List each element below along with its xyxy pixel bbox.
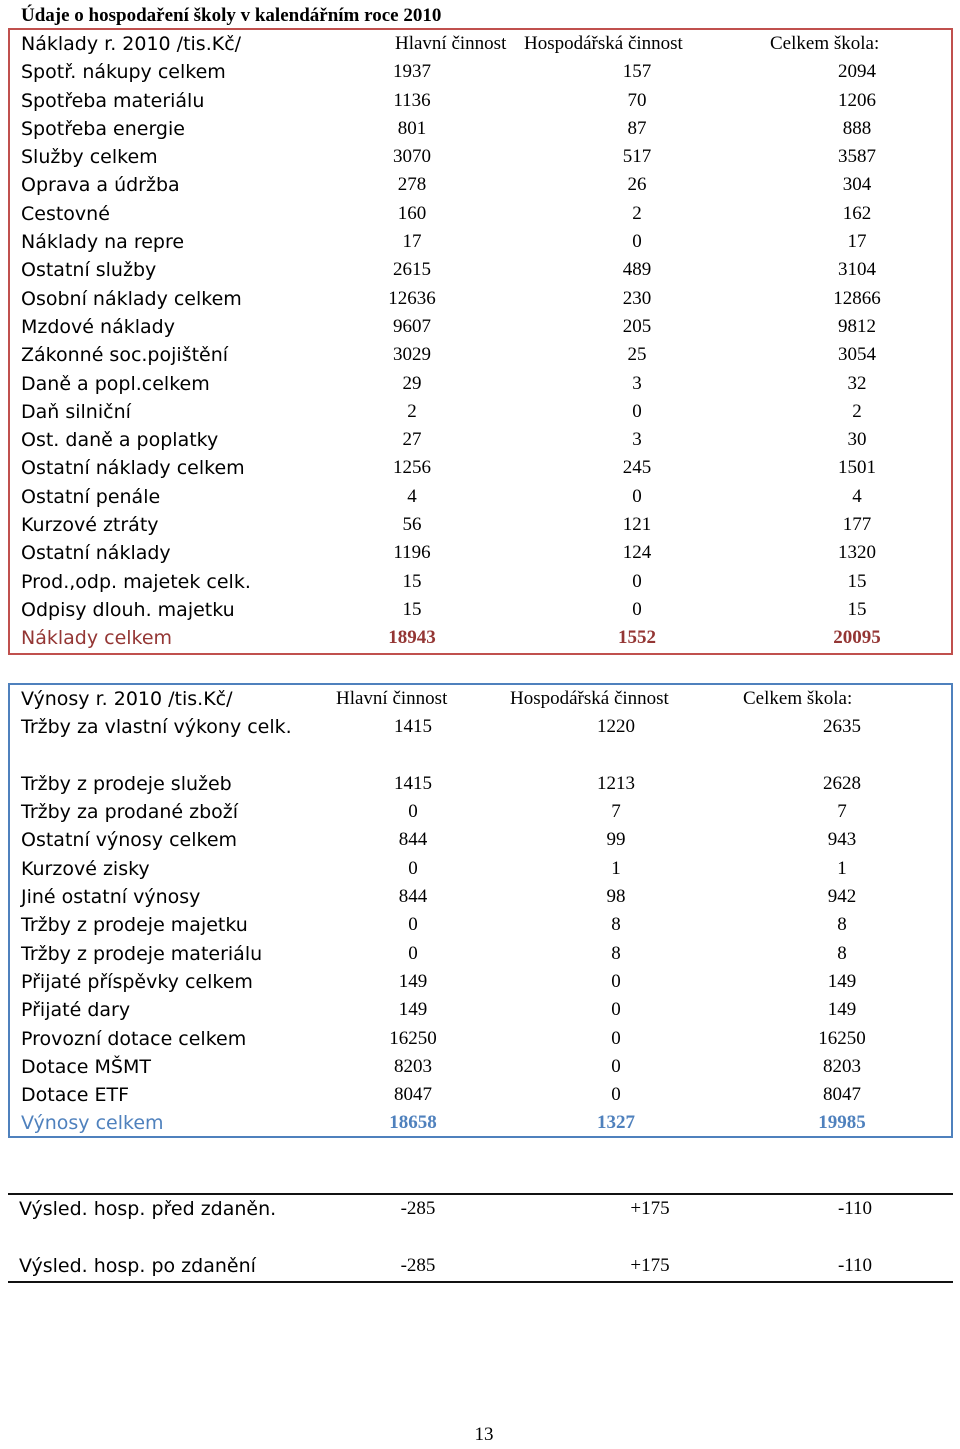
costs-row-total: 9812 bbox=[838, 315, 876, 337]
revenues-header-business: Hospodářská činnost bbox=[510, 688, 669, 709]
revenues-row-total: 7 bbox=[837, 801, 847, 823]
revenues-row-main: 8047 bbox=[394, 1084, 432, 1106]
costs-row bbox=[10, 511, 951, 539]
costs-total-total: 20095 bbox=[833, 627, 881, 649]
costs-row-main: 1256 bbox=[393, 457, 431, 479]
result-row-main: -285 bbox=[400, 1198, 436, 1219]
revenues-rows bbox=[10, 713, 951, 1109]
revenues-row-business: 1 bbox=[611, 857, 621, 879]
revenues-row-business: 0 bbox=[611, 1084, 621, 1106]
costs-row-main: 4 bbox=[407, 485, 417, 507]
revenues-row-label: Tržby za vlastní výkony celk. bbox=[21, 716, 292, 739]
costs-rows bbox=[10, 58, 951, 624]
costs-row-main: 12636 bbox=[388, 287, 436, 309]
result-row bbox=[8, 1195, 953, 1252]
costs-total-label: Náklady celkem bbox=[21, 627, 173, 650]
costs-row bbox=[10, 58, 951, 86]
costs-row-label: Spotř. nákupy celkem bbox=[21, 61, 226, 84]
revenues-row bbox=[10, 855, 951, 883]
costs-row-total: 1320 bbox=[838, 542, 876, 564]
revenues-total-row bbox=[10, 1109, 951, 1137]
costs-row bbox=[10, 568, 951, 596]
costs-row-label: Osobní náklady celkem bbox=[21, 287, 242, 310]
costs-header-business: Hospodářská činnost bbox=[524, 33, 683, 54]
costs-row-label: Mzdové náklady bbox=[21, 315, 175, 338]
revenues-row-business: 99 bbox=[606, 829, 626, 851]
costs-row bbox=[10, 87, 951, 115]
revenues-row-main: 1415 bbox=[394, 716, 432, 738]
costs-row-label: Spotřeba energie bbox=[21, 117, 185, 140]
costs-row-total: 2 bbox=[852, 400, 862, 422]
result-row bbox=[8, 1252, 953, 1280]
revenues-row-main: 0 bbox=[408, 801, 418, 823]
revenues-row-business: 0 bbox=[611, 999, 621, 1021]
costs-row-main: 56 bbox=[402, 514, 422, 536]
revenues-row-main: 1415 bbox=[394, 772, 432, 794]
revenues-row-label: Přijaté dary bbox=[21, 999, 131, 1022]
revenues-row-total: 8 bbox=[837, 942, 847, 964]
costs-row-main: 2615 bbox=[393, 259, 431, 281]
costs-row bbox=[10, 398, 951, 426]
result-table bbox=[8, 1193, 953, 1283]
revenues-row bbox=[10, 911, 951, 939]
revenues-header-main: Hlavní činnost bbox=[336, 688, 448, 709]
costs-row-main: 2 bbox=[407, 400, 417, 422]
costs-row-total: 12866 bbox=[833, 287, 881, 309]
costs-row-business: 124 bbox=[622, 542, 652, 564]
costs-row-main: 17 bbox=[402, 231, 422, 253]
revenues-table bbox=[8, 683, 953, 1138]
costs-row bbox=[10, 596, 951, 624]
result-row-business: +175 bbox=[630, 1198, 670, 1219]
revenues-header-total: Celkem škola: bbox=[743, 688, 853, 709]
revenues-row-total: 8 bbox=[837, 914, 847, 936]
revenues-row-label: Dotace ETF bbox=[21, 1084, 130, 1107]
costs-row-label: Služby celkem bbox=[21, 146, 158, 169]
costs-row-business: 0 bbox=[632, 570, 642, 592]
costs-header-total: Celkem škola: bbox=[770, 33, 880, 54]
result-row-main: -285 bbox=[400, 1254, 436, 1276]
revenues-row bbox=[10, 968, 951, 996]
costs-row-business: 157 bbox=[622, 61, 652, 83]
costs-row-main: 15 bbox=[402, 598, 422, 620]
revenues-row-label: Tržby z prodeje materiálu bbox=[21, 942, 263, 965]
revenues-row-main: 844 bbox=[398, 886, 428, 908]
revenues-row-label: Přijaté příspěvky celkem bbox=[21, 970, 253, 993]
revenues-row-total: 2628 bbox=[823, 772, 861, 794]
costs-row-main: 27 bbox=[402, 429, 422, 451]
revenues-row-total: 942 bbox=[827, 886, 857, 908]
result-row-label: Výsled. hosp. před zdaněn. bbox=[19, 1198, 277, 1220]
revenues-row-total: 943 bbox=[827, 829, 857, 851]
result-row-label: Výsled. hosp. po zdanění bbox=[19, 1254, 256, 1277]
revenues-row-business: 0 bbox=[611, 1027, 621, 1049]
costs-row-business: 0 bbox=[632, 485, 642, 507]
costs-row-total: 1501 bbox=[838, 457, 876, 479]
costs-row-label: Ostatní náklady celkem bbox=[21, 457, 245, 480]
costs-row-label: Ost. daně a poplatky bbox=[21, 429, 219, 452]
costs-row-main: 1196 bbox=[393, 542, 431, 564]
costs-row-total: 4 bbox=[852, 485, 862, 507]
costs-row-label: Ostatní služby bbox=[21, 259, 157, 282]
result-row-total: -110 bbox=[837, 1198, 873, 1219]
revenues-row-business: 1220 bbox=[597, 716, 635, 738]
revenues-row-label: Jiné ostatní výnosy bbox=[21, 886, 201, 909]
costs-row-total: 1206 bbox=[838, 89, 876, 111]
costs-row-main: 1937 bbox=[393, 61, 431, 83]
revenues-row-total: 8203 bbox=[823, 1055, 861, 1077]
revenues-row-business: 0 bbox=[611, 970, 621, 992]
revenues-total-label: Výnosy celkem bbox=[21, 1112, 164, 1135]
costs-row-main: 278 bbox=[397, 174, 427, 196]
revenues-row-main: 149 bbox=[398, 999, 428, 1021]
costs-header-row bbox=[10, 30, 951, 58]
revenues-row bbox=[10, 883, 951, 911]
costs-row-label: Zákonné soc.pojištění bbox=[21, 344, 229, 367]
revenues-row-label: Kurzové zisky bbox=[21, 857, 150, 880]
costs-row bbox=[10, 171, 951, 199]
costs-row bbox=[10, 285, 951, 313]
costs-row-main: 3029 bbox=[393, 344, 431, 366]
costs-row-total: 15 bbox=[847, 570, 867, 592]
revenues-row bbox=[10, 713, 951, 770]
costs-row bbox=[10, 370, 951, 398]
revenues-row-business: 8 bbox=[611, 942, 621, 964]
costs-row-total: 177 bbox=[842, 514, 872, 536]
revenues-row-main: 8203 bbox=[394, 1055, 432, 1077]
costs-row-business: 517 bbox=[622, 146, 652, 168]
costs-row bbox=[10, 256, 951, 284]
costs-total-business: 1552 bbox=[618, 627, 656, 649]
costs-row-main: 15 bbox=[402, 570, 422, 592]
result-rows bbox=[8, 1195, 953, 1280]
revenues-row-business: 7 bbox=[611, 801, 621, 823]
costs-row-total: 304 bbox=[842, 174, 872, 196]
revenues-row-business: 98 bbox=[606, 886, 626, 908]
revenues-row bbox=[10, 996, 951, 1024]
costs-row-label: Ostatní náklady bbox=[21, 542, 171, 565]
costs-row-label: Odpisy dlouh. majetku bbox=[21, 598, 235, 621]
costs-row bbox=[10, 483, 951, 511]
costs-row-business: 489 bbox=[622, 259, 652, 281]
costs-row bbox=[10, 454, 951, 482]
revenues-row-business: 0 bbox=[611, 1055, 621, 1077]
revenues-header-label: Výnosy r. 2010 /tis.Kč/ bbox=[21, 688, 233, 710]
revenues-row-total: 2635 bbox=[823, 716, 861, 738]
costs-row-business: 3 bbox=[632, 372, 642, 394]
result-row-total: -110 bbox=[837, 1254, 873, 1276]
costs-row-label: Oprava a údržba bbox=[21, 174, 180, 197]
revenues-row-main: 0 bbox=[408, 857, 418, 879]
costs-row-business: 245 bbox=[622, 457, 652, 479]
costs-row bbox=[10, 313, 951, 341]
revenues-row-total: 149 bbox=[827, 970, 857, 992]
costs-row-business: 3 bbox=[632, 429, 642, 451]
revenues-row-business: 1213 bbox=[597, 772, 635, 794]
costs-row-total: 2094 bbox=[838, 61, 876, 83]
revenues-row-label: Tržby za prodané zboží bbox=[21, 801, 239, 824]
costs-row-total: 3054 bbox=[838, 344, 876, 366]
revenues-total-total: 19985 bbox=[818, 1112, 866, 1134]
costs-row-label: Daně a popl.celkem bbox=[21, 372, 210, 395]
costs-row-main: 29 bbox=[402, 372, 422, 394]
costs-row-business: 70 bbox=[627, 89, 647, 111]
revenues-row-main: 16250 bbox=[389, 1027, 437, 1049]
costs-row-business: 87 bbox=[627, 117, 647, 139]
costs-total-row bbox=[10, 624, 951, 652]
revenues-row-label: Tržby z prodeje majetku bbox=[21, 914, 248, 937]
revenues-row-total: 8047 bbox=[823, 1084, 861, 1106]
costs-row-business: 2 bbox=[632, 202, 642, 224]
costs-row bbox=[10, 341, 951, 369]
costs-row bbox=[10, 143, 951, 171]
revenues-row-label: Ostatní výnosy celkem bbox=[21, 829, 238, 852]
costs-header-main: Hlavní činnost bbox=[395, 33, 507, 54]
costs-row-main: 160 bbox=[397, 202, 427, 224]
costs-row-total: 162 bbox=[842, 202, 872, 224]
revenues-row bbox=[10, 940, 951, 968]
revenues-header-row bbox=[10, 685, 951, 713]
costs-table bbox=[8, 28, 953, 655]
revenues-row-main: 149 bbox=[398, 970, 428, 992]
costs-row-business: 0 bbox=[632, 231, 642, 253]
costs-row-total: 17 bbox=[847, 231, 867, 253]
costs-header-label: Náklady r. 2010 /tis.Kč/ bbox=[21, 33, 242, 55]
revenues-row bbox=[10, 770, 951, 798]
costs-row-business: 121 bbox=[622, 514, 652, 536]
revenues-total-business: 1327 bbox=[597, 1112, 635, 1134]
costs-row-total: 888 bbox=[842, 117, 872, 139]
revenues-row-label: Tržby z prodeje služeb bbox=[21, 772, 232, 795]
revenues-row-main: 0 bbox=[408, 942, 418, 964]
costs-row-total: 15 bbox=[847, 598, 867, 620]
costs-row-label: Ostatní penále bbox=[21, 485, 161, 508]
costs-row bbox=[10, 200, 951, 228]
costs-row bbox=[10, 228, 951, 256]
costs-row bbox=[10, 539, 951, 567]
revenues-row bbox=[10, 1025, 951, 1053]
costs-row-business: 205 bbox=[622, 315, 652, 337]
costs-row-business: 230 bbox=[622, 287, 652, 309]
revenues-row bbox=[10, 1081, 951, 1109]
costs-row-business: 25 bbox=[627, 344, 647, 366]
costs-row-label: Cestovné bbox=[21, 202, 110, 225]
revenues-row-main: 844 bbox=[398, 829, 428, 851]
costs-row-label: Spotřeba materiálu bbox=[21, 89, 205, 112]
costs-row-total: 32 bbox=[847, 372, 867, 394]
costs-row-main: 1136 bbox=[393, 89, 431, 111]
costs-row-business: 0 bbox=[632, 598, 642, 620]
page-number: 13 bbox=[474, 1424, 494, 1445]
revenues-row-label: Provozní dotace celkem bbox=[21, 1027, 247, 1050]
costs-row-label: Kurzové ztráty bbox=[21, 514, 159, 537]
costs-row-business: 0 bbox=[632, 400, 642, 422]
revenues-row bbox=[10, 1053, 951, 1081]
costs-row-main: 801 bbox=[397, 117, 427, 139]
costs-row-total: 3587 bbox=[838, 146, 876, 168]
costs-row-label: Daň silniční bbox=[21, 400, 131, 423]
revenues-row-label: Dotace MŠMT bbox=[21, 1055, 151, 1078]
costs-row-main: 9607 bbox=[393, 315, 431, 337]
revenues-row-total: 1 bbox=[837, 857, 847, 879]
document-title: Údaje o hospodaření školy v kalendářním roce 2010 bbox=[21, 5, 442, 26]
result-row-business: +175 bbox=[630, 1254, 670, 1276]
costs-row-label: Náklady na repre bbox=[21, 231, 185, 254]
revenues-row-total: 16250 bbox=[818, 1027, 866, 1049]
revenues-total-main: 18658 bbox=[389, 1112, 437, 1134]
revenues-row bbox=[10, 798, 951, 826]
costs-row-main: 3070 bbox=[393, 146, 431, 168]
revenues-row-business: 8 bbox=[611, 914, 621, 936]
revenues-row-main: 0 bbox=[408, 914, 418, 936]
costs-row-total: 30 bbox=[847, 429, 867, 451]
costs-row-business: 26 bbox=[627, 174, 647, 196]
revenues-row-total: 149 bbox=[827, 999, 857, 1021]
costs-row-total: 3104 bbox=[838, 259, 876, 281]
costs-row bbox=[10, 115, 951, 143]
costs-row bbox=[10, 426, 951, 454]
costs-total-main: 18943 bbox=[388, 627, 436, 649]
revenues-row bbox=[10, 826, 951, 854]
costs-row-label: Prod.,odp. majetek celk. bbox=[21, 570, 251, 593]
